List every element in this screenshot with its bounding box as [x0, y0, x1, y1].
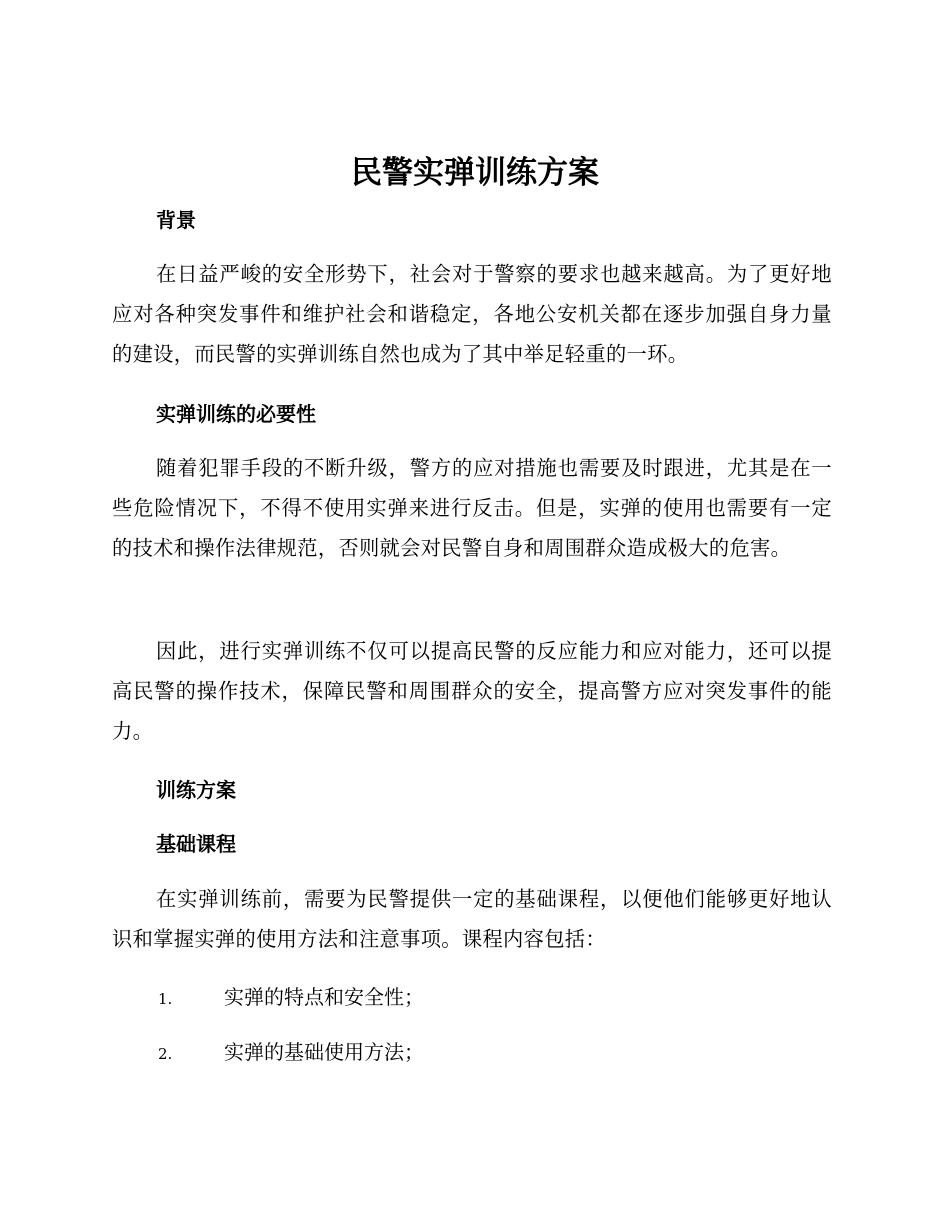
document-title: 民警实弹训练方案	[351, 155, 599, 191]
section-heading-basic-course: 基础课程	[156, 832, 236, 856]
list-item-number: 2.	[158, 1045, 173, 1063]
list-item	[158, 982, 424, 1014]
section-heading-background: 背景	[156, 208, 196, 232]
list-item-text: 实弹的特点和安全性；	[224, 985, 424, 1009]
basic-course-paragraph: 在实弹训练前，需要为民警提供一定的基础课程，以便他们能够更好地认识和掌握实弹的使用方法和注意事项。课程内容包括：	[112, 887, 832, 951]
necessity-paragraph-1: 随着犯罪手段的不断升级，警方的应对措施也需要及时跟进，尤其是在一些危险情况下，不得不使用实弹来进行反击。但是，实弹的使用也需要有一定的技术和操作法律规范，否则就会对民警自身和周围群众造成极大的危害。	[112, 456, 832, 560]
list-item-number: 1.	[158, 990, 173, 1008]
background-paragraph: 在日益严峻的安全形势下，社会对于警察的要求也越来越高。为了更好地应对各种突发事件和维护社会和谐稳定，各地公安机关都在逐步加强自身力量的建设，而民警的实弹训练自然也成为了其中举足轻重的一环。	[112, 262, 832, 366]
section-heading-necessity: 实弹训练的必要性	[156, 402, 316, 426]
list-item	[158, 1037, 424, 1069]
list-item-text: 实弹的基础使用方法；	[224, 1040, 424, 1064]
section-heading-plan: 训练方案	[156, 778, 236, 802]
necessity-paragraph-2: 因此，进行实弹训练不仅可以提高民警的反应能力和应对能力，还可以提高民警的操作技术，保障民警和周围群众的安全，提高警方应对突发事件的能力。	[112, 639, 832, 743]
